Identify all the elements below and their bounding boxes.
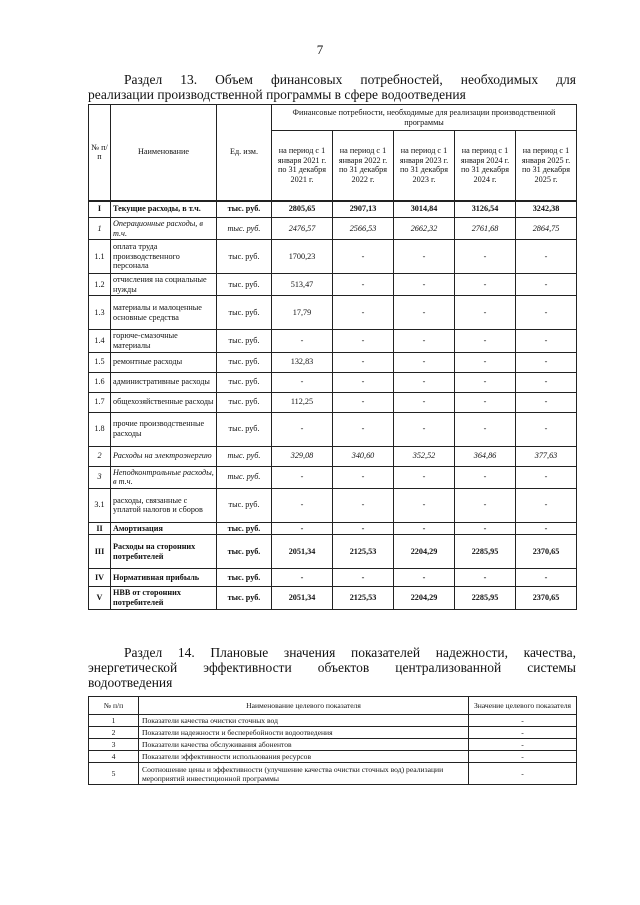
indicator-row (89, 715, 577, 727)
section-14-title-line3: водоотведения (88, 675, 173, 690)
row-value: - (394, 372, 455, 392)
row-name: ремонтные расходы (111, 352, 217, 372)
row-value: - (333, 522, 394, 535)
row-value: 132,83 (272, 352, 333, 372)
row-unit: тыс. руб. (217, 201, 272, 218)
row-value: - (333, 296, 394, 330)
row-value: 2285,95 (455, 535, 516, 569)
indicator-name: Показатели надежности и бесперебойности водоотведения (139, 727, 469, 739)
row-unit: тыс. руб. (217, 535, 272, 569)
indicators-header-value: Значение целевого показателя (469, 697, 577, 715)
row-value: - (455, 352, 516, 372)
header-financial-needs: Финансовые потребности, необходимые для реализации производственной программы (272, 105, 577, 131)
row-name: горюче-смазочные материалы (111, 330, 217, 352)
row-value: 3014,84 (394, 201, 455, 218)
row-unit: тыс. руб. (217, 240, 272, 274)
row-name: административные расходы (111, 372, 217, 392)
indicator-num: 4 (89, 751, 139, 763)
row-value: - (516, 466, 577, 488)
row-num: 1.5 (89, 352, 111, 372)
row-value: 2125,53 (333, 535, 394, 569)
table-row (89, 218, 577, 240)
indicator-row (89, 751, 577, 763)
row-value: - (394, 352, 455, 372)
row-value: 2476,57 (272, 218, 333, 240)
row-value: 17,79 (272, 296, 333, 330)
indicators-header-name: Наименование целевого показателя (139, 697, 469, 715)
row-value: 2370,65 (516, 587, 577, 609)
row-value: - (516, 240, 577, 274)
header-period-2022: на период с 1 января 2022 г. по 31 декабря 2022 г. (333, 131, 394, 201)
row-name: Операционные расходы, в т.ч. (111, 218, 217, 240)
row-value: - (516, 569, 577, 587)
row-unit: тыс. руб. (217, 296, 272, 330)
row-unit: тыс. руб. (217, 330, 272, 352)
row-name: Текущие расходы, в т.ч. (111, 201, 217, 218)
row-value: - (333, 372, 394, 392)
row-unit: тыс. руб. (217, 466, 272, 488)
row-name: Неподконтрольные расходы, в т.ч. (111, 466, 217, 488)
row-value: - (333, 352, 394, 372)
header-num: № п/п (89, 105, 111, 201)
target-indicators-table (88, 696, 577, 785)
row-value: 2051,34 (272, 535, 333, 569)
row-value: - (394, 412, 455, 446)
row-value: 329,08 (272, 446, 333, 466)
indicator-row (89, 727, 577, 739)
row-value: 340,60 (333, 446, 394, 466)
indicators-header-num: № п/п (89, 697, 139, 715)
row-value: - (455, 274, 516, 296)
header-unit: Ед. изм. (217, 105, 272, 201)
row-num: 1.8 (89, 412, 111, 446)
row-value: - (394, 488, 455, 522)
row-name: Расходы на электроэнергию (111, 446, 217, 466)
row-value: - (333, 569, 394, 587)
financial-needs-table (88, 104, 577, 610)
row-value: - (455, 569, 516, 587)
row-value: 2805,65 (272, 201, 333, 218)
row-num: 1 (89, 218, 111, 240)
row-value: 1700,23 (272, 240, 333, 274)
row-value: - (272, 488, 333, 522)
header-period-2025: на период с 1 января 2025 г. по 31 декабря 2025 г. (516, 131, 577, 201)
row-name: расходы, связанные с уплатой налогов и сборов (111, 488, 217, 522)
section-13-title-line1: Раздел 13. Объем финансовых потребностей, необходимых для (124, 72, 576, 87)
table-row (89, 392, 577, 412)
indicator-row (89, 739, 577, 751)
row-value: - (394, 522, 455, 535)
row-value: 2566,53 (333, 218, 394, 240)
row-value: - (272, 330, 333, 352)
table-row (89, 535, 577, 569)
row-value: - (333, 392, 394, 412)
row-value: - (272, 522, 333, 535)
table-row (89, 352, 577, 372)
indicator-name: Показатели эффективности использования ресурсов (139, 751, 469, 763)
table-row (89, 466, 577, 488)
row-num: 3 (89, 466, 111, 488)
indicator-num: 5 (89, 763, 139, 785)
row-unit: тыс. руб. (217, 446, 272, 466)
financial-table-body (89, 201, 577, 610)
row-value: - (516, 392, 577, 412)
section-13-title (88, 72, 576, 102)
table-row (89, 201, 577, 218)
row-value: - (394, 240, 455, 274)
indicator-name: Показатели качества очистки сточных вод (139, 715, 469, 727)
table-row (89, 446, 577, 466)
table-row (89, 372, 577, 392)
row-value: 2204,29 (394, 535, 455, 569)
row-value: 513,47 (272, 274, 333, 296)
row-unit: тыс. руб. (217, 522, 272, 535)
row-num: 1.4 (89, 330, 111, 352)
header-name: Наименование (111, 105, 217, 201)
row-value: 3126,54 (455, 201, 516, 218)
indicator-value: - (469, 751, 577, 763)
row-value: 352,52 (394, 446, 455, 466)
row-unit: тыс. руб. (217, 274, 272, 296)
row-value: - (272, 412, 333, 446)
row-name: отчисления на социальные нужды (111, 274, 217, 296)
row-num: 3.1 (89, 488, 111, 522)
row-num: V (89, 587, 111, 609)
row-value: 364,86 (455, 446, 516, 466)
table-row (89, 569, 577, 587)
row-num: I (89, 201, 111, 218)
row-value: - (516, 352, 577, 372)
row-name: прочие производственные расходы (111, 412, 217, 446)
row-unit: тыс. руб. (217, 352, 272, 372)
row-name: Нормативная прибыль (111, 569, 217, 587)
row-unit: тыс. руб. (217, 372, 272, 392)
row-value: 2864,75 (516, 218, 577, 240)
row-value: - (516, 296, 577, 330)
row-unit: тыс. руб. (217, 392, 272, 412)
table-row (89, 412, 577, 446)
row-name: НВВ от сторонних потребителей (111, 587, 217, 609)
header-period-2021: на период с 1 января 2021 г. по 31 декабря 2021 г. (272, 131, 333, 201)
row-value: - (516, 274, 577, 296)
row-value: - (333, 240, 394, 274)
row-value: - (516, 330, 577, 352)
section-14-title-line2: энергетической эффективности объектов централизованной системы (88, 660, 576, 675)
row-value: - (272, 372, 333, 392)
row-value: - (455, 522, 516, 535)
row-value: 2907,13 (333, 201, 394, 218)
indicator-row (89, 763, 577, 785)
row-name: Амортизация (111, 522, 217, 535)
row-num: III (89, 535, 111, 569)
row-value: 2370,65 (516, 535, 577, 569)
table-row (89, 240, 577, 274)
row-value: - (516, 488, 577, 522)
row-num: 1.3 (89, 296, 111, 330)
table-row (89, 274, 577, 296)
page-number: 7 (316, 42, 324, 57)
section-14-title (88, 645, 576, 690)
row-value: - (394, 274, 455, 296)
row-value: - (516, 372, 577, 392)
row-value: - (394, 569, 455, 587)
row-value: - (516, 522, 577, 535)
row-value: - (455, 392, 516, 412)
row-num: 2 (89, 446, 111, 466)
row-value: - (272, 466, 333, 488)
row-value: 2204,29 (394, 587, 455, 609)
row-value: - (394, 296, 455, 330)
row-unit: тыс. руб. (217, 587, 272, 609)
table-row (89, 330, 577, 352)
section-13-title-line2: реализации производственной программы в сфере водоотведения (88, 87, 466, 102)
row-value: 2285,95 (455, 587, 516, 609)
row-value: - (394, 392, 455, 412)
row-value: 112,25 (272, 392, 333, 412)
indicator-value: - (469, 727, 577, 739)
indicator-name: Соотношение цены и эффективности (улучшение качества очистки сточных вод) реализации мероприятий инвестиционной программы (139, 763, 469, 785)
table-row (89, 587, 577, 609)
row-value: - (516, 412, 577, 446)
row-value: - (272, 569, 333, 587)
row-value: - (455, 488, 516, 522)
row-num: 1.2 (89, 274, 111, 296)
row-num: II (89, 522, 111, 535)
indicator-num: 3 (89, 739, 139, 751)
row-value: 377,63 (516, 446, 577, 466)
row-value: - (455, 296, 516, 330)
row-value: - (455, 466, 516, 488)
row-num: 1.1 (89, 240, 111, 274)
row-num: 1.6 (89, 372, 111, 392)
row-value: - (394, 466, 455, 488)
row-unit: тыс. руб. (217, 412, 272, 446)
row-name: оплата труда производственного персонала (111, 240, 217, 274)
row-value: 2051,34 (272, 587, 333, 609)
row-name: общехозяйственные расходы (111, 392, 217, 412)
row-value: - (455, 412, 516, 446)
table-row (89, 296, 577, 330)
table-row (89, 522, 577, 535)
row-value: 2761,68 (455, 218, 516, 240)
row-value: - (333, 330, 394, 352)
header-period-2023: на период с 1 января 2023 г. по 31 декабря 2023 г. (394, 131, 455, 201)
row-value: - (333, 466, 394, 488)
indicator-value: - (469, 763, 577, 785)
row-name: материалы и малоценные основные средства (111, 296, 217, 330)
row-value: - (333, 274, 394, 296)
header-period-2024: на период с 1 января 2024 г. по 31 декабря 2024 г. (455, 131, 516, 201)
indicators-table-body (89, 715, 577, 785)
row-unit: тыс. руб. (217, 569, 272, 587)
row-value: - (333, 488, 394, 522)
row-value: - (333, 412, 394, 446)
row-name: Расходы на сторонних потребителей (111, 535, 217, 569)
indicator-value: - (469, 715, 577, 727)
row-value: - (455, 330, 516, 352)
row-value: - (455, 372, 516, 392)
row-unit: тыс. руб. (217, 488, 272, 522)
indicator-num: 1 (89, 715, 139, 727)
table-row (89, 488, 577, 522)
indicator-value: - (469, 739, 577, 751)
row-value: 2662,32 (394, 218, 455, 240)
indicator-name: Показатели качества обслуживания абонентов (139, 739, 469, 751)
section-14-title-line1: Раздел 14. Плановые значения показателей надежности, качества, (124, 645, 576, 660)
row-value: 3242,38 (516, 201, 577, 218)
indicator-num: 2 (89, 727, 139, 739)
row-value: 2125,53 (333, 587, 394, 609)
row-unit: тыс. руб. (217, 218, 272, 240)
row-num: 1.7 (89, 392, 111, 412)
row-value: - (455, 240, 516, 274)
row-value: - (394, 330, 455, 352)
row-num: IV (89, 569, 111, 587)
